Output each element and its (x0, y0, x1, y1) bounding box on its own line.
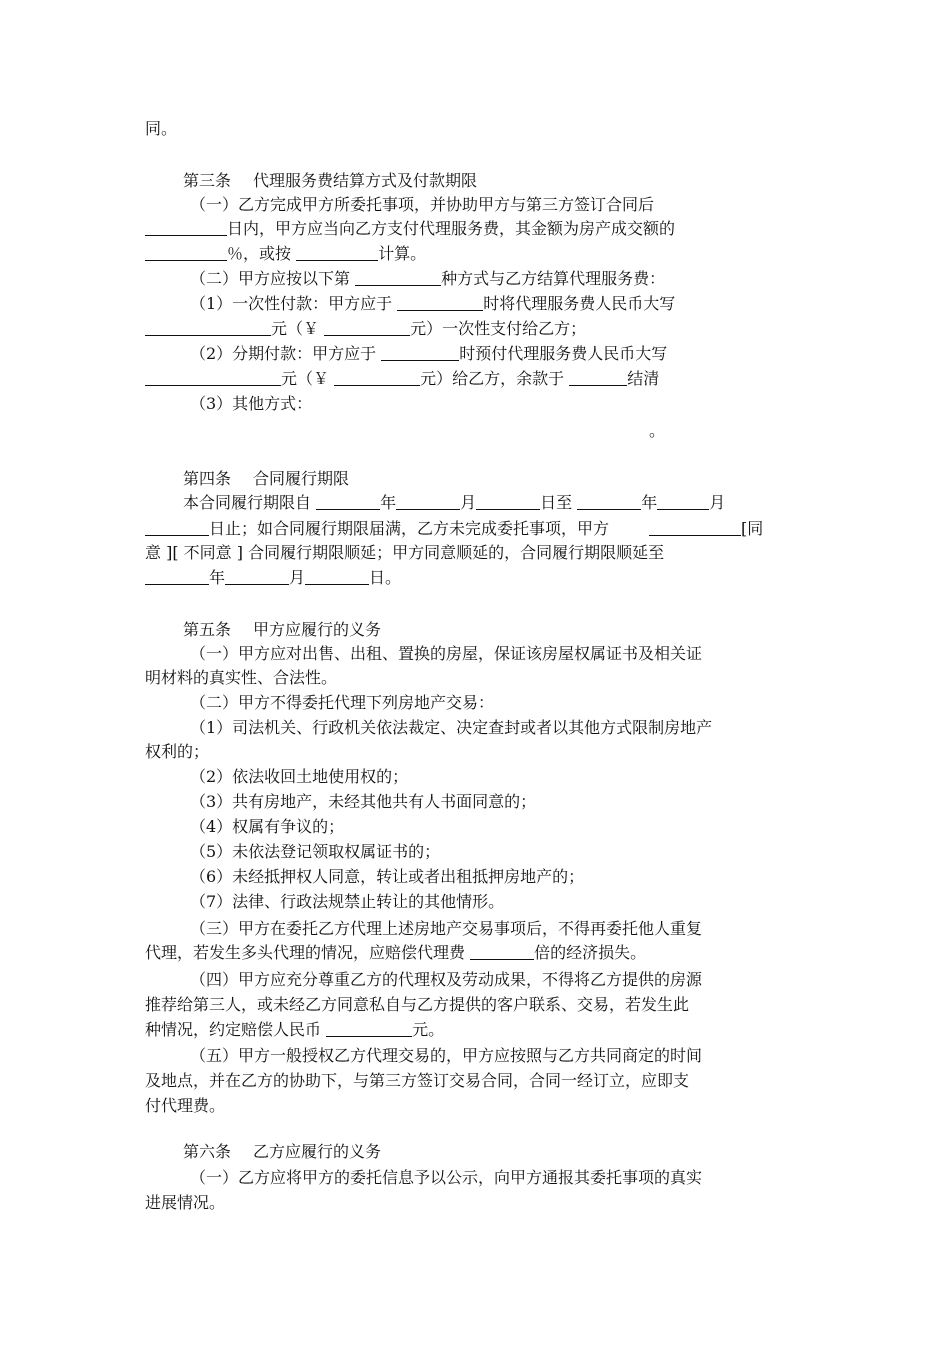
fill-blank[interactable] (649, 519, 741, 536)
article-heading: 第四条 合同履行期限 (183, 469, 350, 488)
fill-blank[interactable] (316, 493, 380, 510)
fill-blank[interactable] (355, 269, 441, 286)
text-line: 年 月 日。 (145, 567, 401, 589)
text-line: （二）甲方应按以下第 种方式与乙方结算代理服务费： (190, 269, 666, 288)
text-line: 本合同履行期限自 年 月 日至 年 月 (183, 493, 726, 512)
text-line: （5）未依法登记领取权属证书的； (190, 842, 441, 861)
text-line: （一）乙方完成甲方所委托事项，并协助甲方与第三方签订合同后 (190, 195, 655, 214)
fill-blank[interactable] (324, 319, 410, 336)
fill-blank[interactable] (225, 568, 289, 585)
text-line: 。 (649, 421, 666, 440)
text-line: 日止；如合同履行期限届满，乙方未完成委托事项，甲方 [同 (145, 518, 763, 540)
fill-blank[interactable] (476, 493, 540, 510)
text-line: 进展情况。 (145, 1193, 226, 1212)
text-line: 意 ][ 不同意 ] 合同履行期限顺延；甲方同意顺延的，合同履行期限顺延至 (145, 543, 665, 562)
fill-blank[interactable] (145, 568, 209, 585)
fill-blank[interactable] (145, 219, 227, 236)
text-line: （2）依法收回土地使用权的； (190, 767, 409, 786)
fill-blank[interactable] (569, 369, 627, 386)
text-line: 权利的； (145, 742, 210, 761)
fill-blank[interactable] (296, 244, 378, 261)
fill-blank[interactable] (326, 1020, 412, 1037)
text-line: 代理，若发生多头代理的情况，应赔偿代理费 倍的经济损失。 (145, 943, 647, 962)
article-heading: 第六条 乙方应履行的义务 (183, 1142, 382, 1161)
text-line: （五）甲方一般授权乙方代理交易的，甲方应按照与乙方共同商定的时间 (190, 1046, 703, 1065)
text-line: 同。 (145, 119, 178, 138)
text-line: （四）甲方应充分尊重乙方的代理权及劳动成果，不得将乙方提供的房源 (190, 970, 703, 989)
text-line: （4）权属有争议的； (190, 817, 345, 836)
fill-blank[interactable] (334, 369, 420, 386)
fill-blank[interactable] (145, 369, 281, 386)
text-line: 元（￥ 元）给乙方，余款于 结清 (145, 368, 659, 390)
text-line: 及地点，并在乙方的协助下，与第三方签订交易合同，合同一经订立，应即支 (145, 1071, 690, 1090)
text-line: （2）分期付款：甲方应于 时预付代理服务费人民币大写 (190, 344, 668, 363)
fill-blank[interactable] (305, 568, 369, 585)
text-line: 日内，甲方应当向乙方支付代理服务费，其金额为房产成交额的 (145, 218, 675, 240)
text-line: （1）一次性付款：甲方应于 时将代理服务费人民币大写 (190, 294, 676, 313)
article-heading: 第五条 甲方应履行的义务 (183, 620, 382, 639)
text-line: （6）未经抵押权人同意，转让或者出租抵押房地产的； (190, 867, 585, 886)
fill-blank[interactable] (397, 294, 483, 311)
text-line: 元（￥ 元）一次性支付给乙方； (145, 318, 586, 340)
text-line: （一）甲方应对出售、出租、置换的房屋，保证该房屋权属证书及相关证 (190, 644, 703, 663)
fill-blank[interactable] (381, 344, 459, 361)
fill-blank[interactable] (470, 943, 534, 960)
fill-blank[interactable] (145, 319, 271, 336)
text-line: （1）司法机关、行政机关依法裁定、决定查封或者以其他方式限制房地产 (190, 718, 713, 737)
article-heading: 第三条 代理服务费结算方式及付款期限 (183, 171, 478, 190)
text-line: （一）乙方应将甲方的委托信息予以公示，向甲方通报其委托事项的真实 (190, 1168, 703, 1187)
text-line: ％，或按 计算。 (145, 243, 426, 265)
text-line: （3）其他方式： (190, 394, 313, 413)
fill-blank[interactable] (657, 493, 709, 510)
fill-blank[interactable] (145, 244, 227, 261)
text-line: （7）法律、行政法规禁止转让的其他情形。 (190, 892, 505, 911)
text-line: 付代理费。 (145, 1096, 226, 1115)
text-line: 推荐给第三人，或未经乙方同意私自与乙方提供的客户联系、交易，若发生此 (145, 995, 690, 1014)
text-line: 明材料的真实性、合法性。 (145, 668, 338, 687)
text-line: 种情况，约定赔偿人民币 元。 (145, 1020, 445, 1039)
text-line: （三）甲方在委托乙方代理上述房地产交易事项后，不得再委托他人重复 (190, 919, 703, 938)
fill-blank[interactable] (577, 493, 641, 510)
fill-blank[interactable] (145, 519, 209, 536)
text-line: （二）甲方不得委托代理下列房地产交易： (190, 693, 495, 712)
text-line: （3）共有房地产，未经其他共有人书面同意的； (190, 792, 537, 811)
fill-blank[interactable] (396, 493, 460, 510)
